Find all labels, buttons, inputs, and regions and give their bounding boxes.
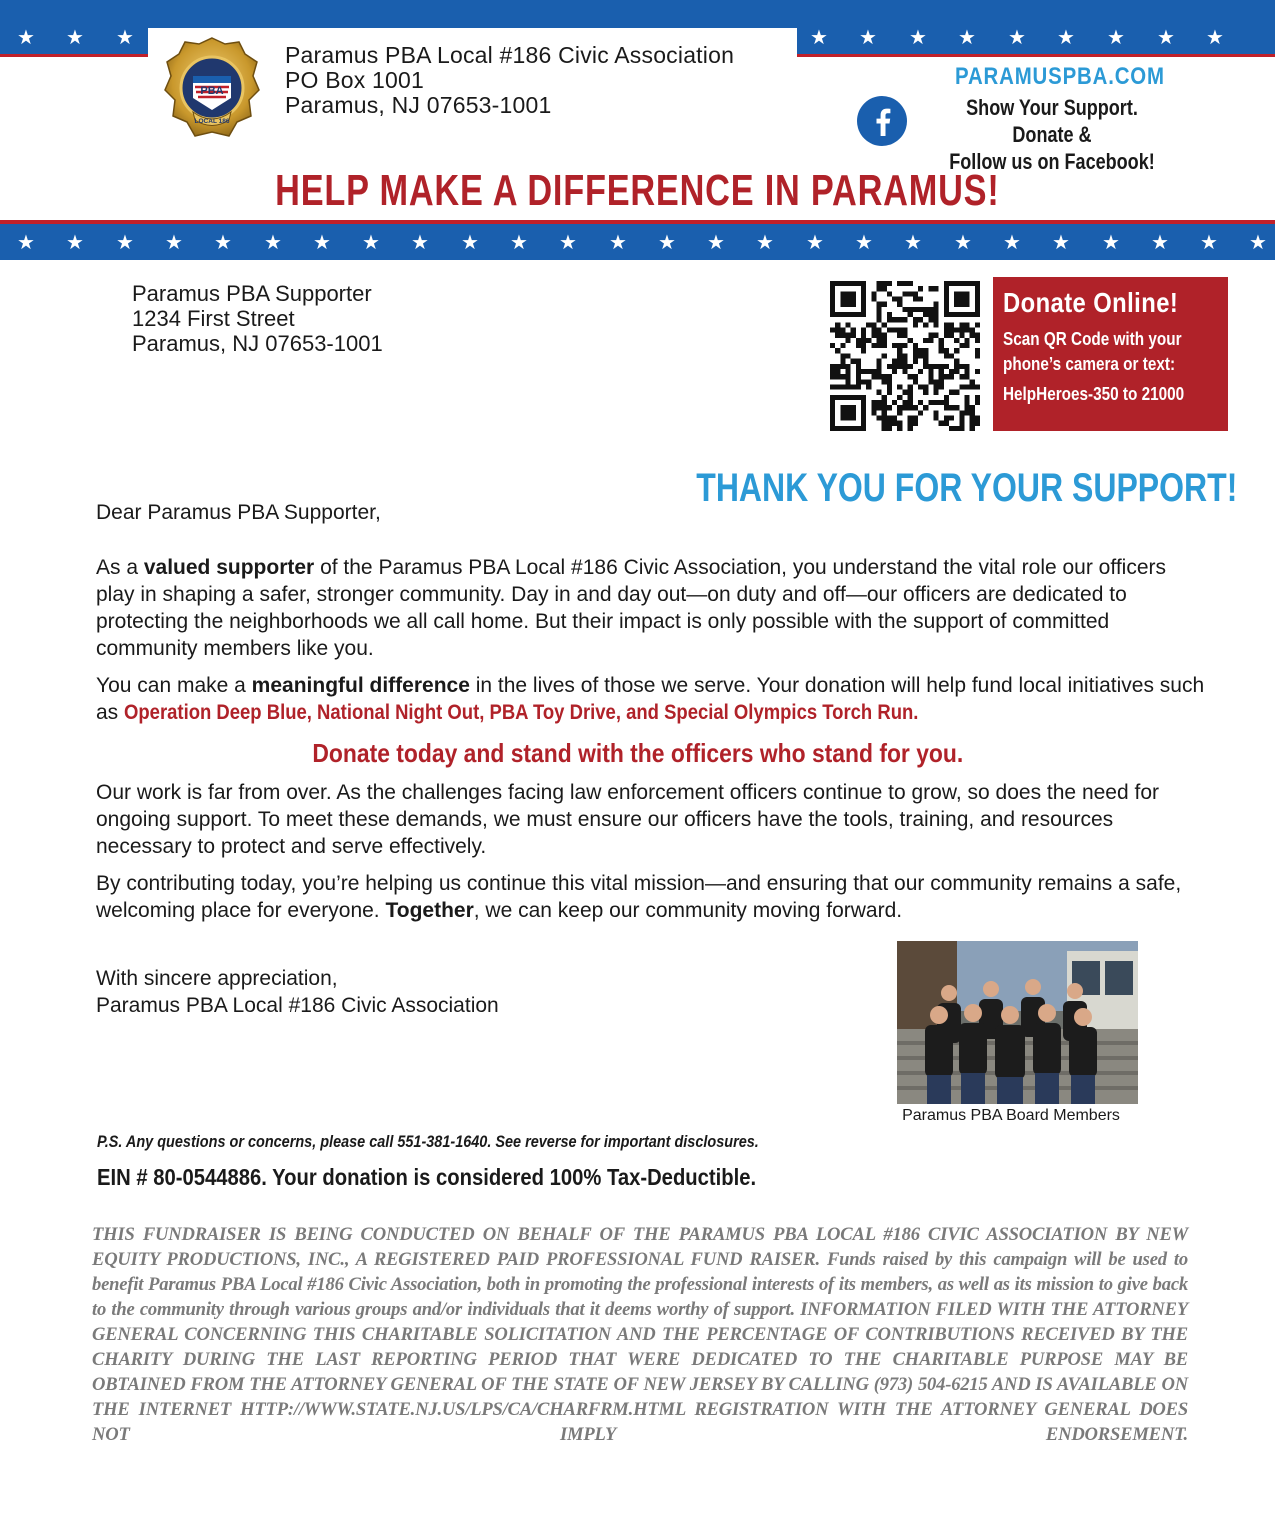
- star-icon: ★: [66, 230, 84, 254]
- letter-paragraph-4: [96, 870, 1206, 924]
- badge-text: PBA: [200, 85, 224, 97]
- star-icon: ★: [116, 25, 134, 49]
- star-icon: ★: [1102, 230, 1120, 254]
- star-icon: ★: [909, 25, 927, 49]
- star-icon: ★: [806, 230, 824, 254]
- star-icon: ★: [1052, 230, 1070, 254]
- legal-disclaimer: THIS FUNDRAISER IS BEING CONDUCTED ON BEHALF OF THE PARAMUS PBA LOCAL #186 CIVIC ASSOCIATION BY NEW EQUITY PRODUCTIONS, INC., A REGISTERED PAID PROFESSIONAL FUND RAISER. Funds raised by this campaign will be used to benefit Paramus PBA Local #186 Civic Association, both in promoting the professional interests of its members, as well as its mission to give back to the community through various groups and/or individuals that it deems worthy of support. INFORMATION FILED WITH THE ATTORNEY GENERAL CONCERNING THIS CHARITABLE SOLICITATION AND THE PERCENTAGE OF CONTRIBUTIONS RECEIVED BY THE CHARITY DURING THE LAST REPORTING PERIOD THAT WERE DEDICATED TO THE CHARITABLE PURPOSE MAY BE OBTAINED FROM THE ATTORNEY GENERAL OF THE STATE OF NEW JERSEY BY CALLING (973) 504-6215 AND IS AVAILABLE ON THE INTERNET HTTP://WWW.STATE.NJ.US/LPS/CA/CHARFRM.HTML REGISTRATION WITH THE ATTORNEY GENERAL DOES NOT IMPLY ENDORSEMENT.: [92, 1224, 1188, 1445]
- star-icon: ★: [1206, 25, 1224, 49]
- star-icon: ★: [904, 230, 922, 254]
- recipient-street: 1234 First Street: [132, 306, 295, 331]
- p2-pre: You can make a: [96, 674, 252, 697]
- star-icon: ★: [658, 230, 676, 254]
- star-icon: ★: [1151, 230, 1169, 254]
- donate-line-1: Scan QR Code with your: [1003, 329, 1182, 349]
- star-icon: ★: [214, 230, 232, 254]
- facebook-line-1: Show Your Support. Donate &: [966, 95, 1138, 147]
- star-icon: ★: [66, 25, 84, 49]
- star-icon: ★: [17, 230, 35, 254]
- p2-initiatives: Operation Deep Blue, National Night Out, PBA Toy Drive, and Special Olympics Torch Run.: [124, 701, 919, 724]
- p4-bold: Together: [385, 899, 474, 922]
- thank-you-banner: THANK YOU FOR YOUR SUPPORT!: [695, 466, 1237, 510]
- org-city: Paramus, NJ 07653-1001: [285, 92, 552, 118]
- postscript: P.S. Any questions or concerns, please call 551-381-1640. See reverse for important disclosures.: [97, 1132, 759, 1151]
- star-icon: ★: [810, 25, 828, 49]
- star-icon: ★: [510, 230, 528, 254]
- p4-pre: By contributing today, you’re helping us continue this vital mission—and ensuring that our community remains a safe, welcoming place for everyone.: [96, 872, 1182, 922]
- board-members-photo: [897, 941, 1138, 1104]
- closing: With sincere appreciation,: [96, 967, 338, 990]
- group-photo-illustration: [897, 941, 1138, 1104]
- star-icon: ★: [855, 230, 873, 254]
- recipient-address: [132, 281, 383, 356]
- star-icon: ★: [958, 25, 976, 49]
- star-icon: ★: [17, 25, 35, 49]
- salutation: Dear Paramus PBA Supporter,: [96, 501, 381, 524]
- closing-block: [96, 965, 796, 1019]
- star-icon: ★: [954, 230, 972, 254]
- p1-bold: valued supporter: [143, 556, 315, 579]
- star-icon: ★: [1107, 25, 1125, 49]
- donate-line-2: phone’s camera or text:: [1003, 354, 1176, 374]
- letter-paragraph-3: Our work is far from over. As the challenges facing law enforcement officers continue to grow, so does the need for ongoing support. To meet these demands, we must ensure our officers have the tools, training, and resources necessary to protect and serve effectively.: [96, 781, 1160, 858]
- star-icon: ★: [1249, 230, 1267, 254]
- donate-text-code: HelpHeroes-350 to 21000: [1003, 384, 1185, 404]
- recipient-city: Paramus, NJ 07653-1001: [132, 331, 383, 356]
- pba-badge-logo: [163, 36, 261, 144]
- star-icon: ★: [1057, 25, 1075, 49]
- headline: [0, 166, 1275, 216]
- star-icon: ★: [116, 230, 134, 254]
- donate-instructions: [1003, 327, 1182, 377]
- signature: Paramus PBA Local #186 Civic Association: [96, 994, 499, 1017]
- middle-stars: [0, 224, 1275, 260]
- headline-text: HELP MAKE A DIFFERENCE IN PARAMUS!: [275, 166, 1000, 215]
- star-icon: ★: [313, 230, 331, 254]
- star-icon: ★: [264, 230, 282, 254]
- star-icon: ★: [362, 230, 380, 254]
- org-po-box: PO Box 1001: [285, 67, 425, 93]
- star-icon: ★: [1200, 230, 1218, 254]
- donate-online-box: [993, 277, 1228, 431]
- qr-code-icon[interactable]: [830, 281, 980, 431]
- cta-text: Donate today and stand with the officers who stand for you.: [312, 738, 963, 768]
- star-icon: ★: [859, 25, 877, 49]
- letter-paragraph-2: [96, 672, 1206, 726]
- p1-pre: As a: [96, 556, 144, 579]
- ein-statement: EIN # 80-0544886. Your donation is considered 100% Tax-Deductible.: [97, 1164, 757, 1190]
- facebook-line-2: Follow us on Facebook!: [949, 149, 1155, 174]
- recipient-name: Paramus PBA Supporter: [132, 281, 372, 306]
- star-icon: ★: [461, 230, 479, 254]
- letter-paragraph-1: [96, 554, 1206, 662]
- photo-caption: Paramus PBA Board Members: [902, 1107, 1120, 1124]
- call-to-action: [0, 738, 1275, 769]
- top-red-stripe: [0, 54, 148, 57]
- p2-bold: meaningful difference: [251, 674, 470, 697]
- donate-title: Donate Online!: [1003, 287, 1179, 318]
- star-icon: ★: [756, 230, 774, 254]
- facebook-icon[interactable]: [857, 96, 907, 146]
- middle-star-band: [0, 224, 1275, 260]
- top-red-stripe-right: [797, 54, 1275, 57]
- p4-post: , we can keep our community moving forward.: [473, 899, 903, 922]
- star-icon: ★: [1003, 230, 1021, 254]
- star-icon: ★: [165, 230, 183, 254]
- org-name: Paramus PBA Local #186 Civic Association: [285, 42, 735, 68]
- star-icon: ★: [411, 230, 429, 254]
- star-icon: ★: [1157, 25, 1175, 49]
- org-address: [285, 43, 734, 118]
- star-icon: ★: [559, 230, 577, 254]
- badge-subtext: LOCAL 186: [194, 118, 230, 125]
- facebook-callout: [912, 94, 1192, 175]
- p1-post: of the Paramus PBA Local #186 Civic Association, you understand the vital role our officers play in shaping a safer, stronger community. Day in and day out—on duty and off—our officers are dedicated to protecting the neighborhoods we all call home. But their impact is only possible with the support of committed community members like you.: [96, 556, 1166, 660]
- facebook-glyph-icon: [857, 96, 907, 146]
- star-icon: ★: [707, 230, 725, 254]
- website-link[interactable]: PARAMUSPBA.COM: [955, 63, 1165, 90]
- star-icon: ★: [1008, 25, 1026, 49]
- star-icon: ★: [609, 230, 627, 254]
- p2-mid: in the lives of those we serve. Your donation will help fund local initiatives such as: [96, 674, 1205, 724]
